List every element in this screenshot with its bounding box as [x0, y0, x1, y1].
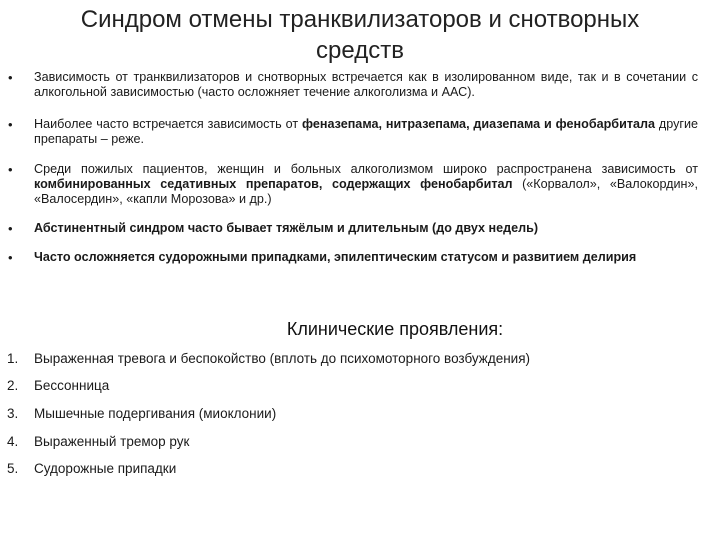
bullet-text-regular: («Корвалол», «Валокордин», «Валосердин», «капли Морозова» и др.) [34, 177, 699, 206]
bullet-text-bold: комбинированных седативных препаратов, содержащих фенобарбитал [34, 177, 513, 191]
manifestation-item [0, 377, 720, 397]
manifestation-item [0, 433, 720, 453]
bullet-marker: • [8, 70, 13, 85]
bullet-text [34, 250, 698, 265]
bullet-text-regular: Зависимость от транквилизаторов и снотворных встречается как в изолированном виде, так и в сочетании с алкогольной зависимостью (часто осложняет течение алкоголизма и ААС). [34, 70, 698, 99]
bullet-marker: • [8, 117, 13, 132]
manifestation-item [0, 350, 720, 370]
item-text: Бессонница [34, 378, 110, 393]
item-number: 4. [7, 434, 19, 449]
item-text: Выраженная тревога и беспокойство (вплоть до психомоторного возбуждения) [34, 351, 531, 366]
item-number: 2. [7, 378, 19, 393]
bullet-marker: • [8, 250, 13, 265]
item-text: Мышечные подергивания (миоклонии) [34, 406, 277, 421]
bullet-text [34, 221, 698, 236]
bullet-text [34, 162, 698, 207]
bullet-marker: • [8, 221, 13, 236]
bullet-text-regular: Наиболее часто встречается зависимость от [34, 117, 302, 131]
item-number: 1. [7, 351, 19, 366]
item-text: Судорожные припадки [34, 461, 177, 476]
bullet-text [34, 117, 698, 147]
bullet-text-bold: феназепама, нитразепама, диазепама и фенобарбитала [301, 117, 655, 131]
manifestation-item [0, 460, 720, 480]
bullet-text [34, 70, 698, 100]
bullet-marker: • [8, 162, 13, 177]
bullet-text-bold: Абстинентный синдром часто бывает тяжёлым и длительным (до двух недель) [34, 221, 539, 235]
manifestation-item [0, 405, 720, 425]
item-text: Выраженный тремор рук [34, 434, 190, 449]
bullet-text-bold: Часто осложняется судорожными припадками, эпилептическим статусом и развитием делирия [34, 250, 637, 264]
slide-title-line-1: Синдром отмены транквилизаторов и снотворных [80, 6, 640, 33]
item-number: 5. [7, 461, 19, 476]
bullet-text-regular: другие препараты – реже. [34, 117, 699, 146]
section-subtitle: Клинические проявления: [286, 319, 504, 339]
slide-title-line-2: средств [316, 37, 404, 64]
bullet-text-regular: Среди пожилых пациентов, женщин и больных алкоголизмом широко распространена зависимость от [34, 162, 698, 176]
item-number: 3. [7, 406, 19, 421]
slide-title [40, 4, 680, 66]
